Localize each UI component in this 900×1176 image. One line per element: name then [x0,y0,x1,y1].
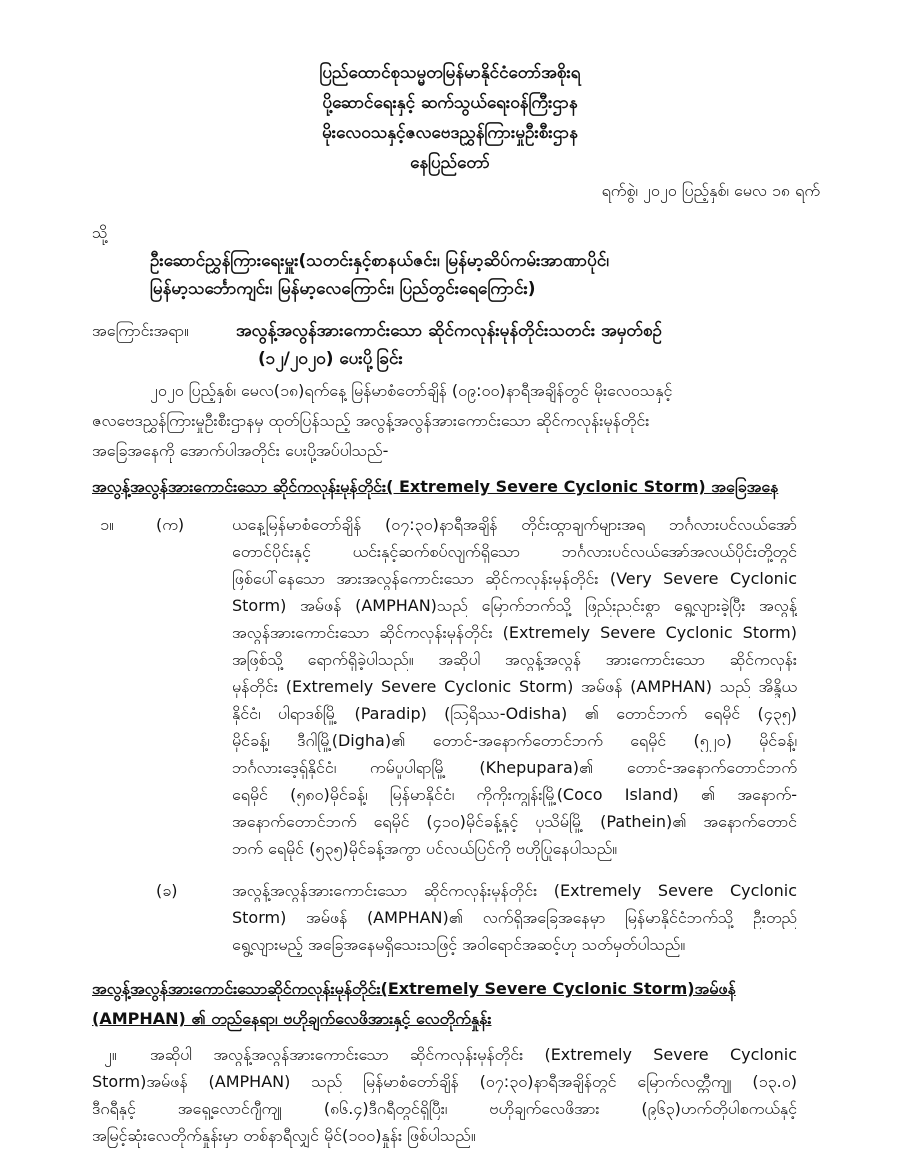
header-line-2: ပို့ဆောင်ရေးနှင့် ဆက်သွယ်ရေးဝန်ကြီးဌာန [322,93,578,113]
subject-line-1: အလွန့်အလွန်အားကောင်းသော ဆိုင်ကလုန်းမုန်တိုင်းသတင်း အမှတ်စဉ် [236,321,662,341]
paragraph-line: အဆိုပါ အလွန့်အလွန်အားကောင်းသော ဆိုင်ကလုန်းမုန်တိုင်း (Extremely Severe Cyclonic [150,1045,797,1064]
paragraph-line: တောင်ပိုင်းနှင့် ယင်းနှင့်ဆက်စပ်လျက်ရှိသော ဘင်္ဂလားပင်လယ်အော်အလယ်ပိုင်းတို့တွင် [232,542,797,561]
section-2-heading-line-1: အလွန့်အလွန်အားကောင်းသောဆိုင်ကလုန်းမုန်တိုင်း(Extremely Severe Cyclonic Storm)အမ်ဖန် [92,979,736,998]
to-label: သို့ [92,223,108,242]
intro-line-3: အခြေအနေကို အောက်ပါအတိုင်း ပေးပို့အပ်ပါသည်- [92,441,389,460]
paragraph-line: အလွန်အားကောင်းသော ဆိုင်ကလုန်းမုန်တိုင်း (Extremely Severe Cyclonic Storm) [232,623,797,642]
paragraph-line: Storm) အမ်ဖန် (AMPHAN)သည် မြောက်ဘက်သို့ ဖြည်းညင်းစွာ ရွေ့လျားခဲ့ပြီး အလွန့် [232,596,797,615]
intro-line-2: ဇလဗေဒညွှန်ကြားမှုဦးစီးဌာနမှ ထုတ်ပြန်သည့် အလွန့်အလွန်အားကောင်းသော ဆိုင်ကလုန်းမုန်တိုင်း [92,411,650,430]
document-date: ရက်စွဲ၊ ၂၀၂၀ ပြည့်နှစ်၊ မေလ ၁၈ ရက် [601,181,820,200]
paragraph-line: ဖြစ်ပေါ်နေသော အားအလွန်ကောင်းသော ဆိုင်ကလုန်းမုန်တိုင်း (Very Severe Cyclonic [232,569,797,588]
intro-line-1: ၂၀၂၀ ပြည့်နှစ်၊ မေလ(၁၈)ရက်နေ့ မြန်မာစံတော်ချိန် (၀၉:၀၀)နာရီအချိန်တွင် မိုးလေဝသနှင့် [150,381,673,400]
paragraph-2-number: ၂။ [104,1045,117,1064]
paragraph-line: မိုင်ခန့်၊ ဒီဂါမြို့(Digha)၏ တောင်-အနောက်တောင်ဘက် ရေမိုင် (၅၂၀) မိုင်ခန့်၊ [232,731,797,750]
paragraph-line: အနောက်တောင်ဘက် ရေမိုင် (၄၁၀)မိုင်ခန့်နှင့် ပုသိမ်မြို့ (Pathein)၏ အနောက်တောင် [232,812,797,831]
paragraph-1-number: ၁။ [100,515,114,534]
paragraph-line: နိုင်ငံ၊ ပါရာဒစ်မြို့ (Paradip) (ဩရိဿ-Odisha) ၏ တောင်ဘက် ရေမိုင် (၄၃၅) [232,704,797,723]
paragraph-line: ဘက် ရေမိုင် (၅၃၅)မိုင်ခန့်အကွာ ပင်လယ်ပြင်ကို ဗဟိုပြုနေပါသည်။ [232,839,618,858]
paragraph-line: အဖြစ်သို့ ရောက်ရှိခဲ့ပါသည်။ အဆိုပါ အလွန့်အလွန် အားကောင်းသော ဆိုင်ကလုန်း [232,650,797,669]
recipient-line-1: ဦးဆောင်ညွှန်ကြားရေးမှူး(သတင်းနှင့်စာနယ်ဇင်း၊ မြန်မာ့ဆိပ်ကမ်းအာဏာပိုင်၊ [150,251,609,271]
recipient-line-2: မြန်မာ့သင်္ဘောကျင်း၊ မြန်မာ့လေကြောင်း၊ ပြည်တွင်းရေကြောင်း) [150,279,536,299]
paragraph-line: အမြင့်ဆုံးလေတိုက်နှုန်းမှာ တစ်နာရီလျှင် မိုင်(၁၀၀)နှုန်း ဖြစ်ပါသည်။ [92,1126,476,1145]
paragraph-line: မုန်တိုင်း (Extremely Severe Cyclonic Storm) အမ်ဖန် (AMPHAN) သည် အိန္ဒိယ [232,677,797,696]
paragraph-line: ရွေ့လျားမည့် အခြေအနေမရှိသေးသဖြင့် အဝါရောင်အဆင့်ဟု သတ်မှတ်ပါသည်။ [232,935,686,954]
paragraph-1-sub-b: (ခ) [156,881,178,900]
header-line-3: မိုးလေဝသနှင့်ဇလဗေဒညွှန်ကြားမှုဦးစီးဌာန [322,123,578,143]
paragraph-line: ရေမိုင် (၅၈၀)မိုင်ခန့်၊ မြန်မာနိုင်ငံ၊ ကိုကိုးကျွန်းမြို့(Coco Island) ၏ အနောက်- [232,785,797,804]
paragraph-line: Storm)အမ်ဖန် (AMPHAN) သည် မြန်မာစံတော်ချိန် (၀၇:၃၀)နာရီအချိန်တွင် မြောက်လတ္တီကျု (၁၃.၀) [92,1072,797,1091]
paragraph-line: ဘင်္ဂလားဒေ့ရှ်နိုင်ငံ၊ ကမ်ပူပါရာမြို့ (Khepupara)၏ တောင်-အနောက်တောင်ဘက် [232,758,797,777]
paragraph-line: အလွန့်အလွန်အားကောင်းသော ဆိုင်ကလုန်းမုန်တိုင်း (Extremely Severe Cyclonic [232,881,797,900]
header-line-1: ပြည်ထောင်စုသမ္မတမြန်မာနိုင်ငံတော်အစိုးရ [319,63,581,83]
header-line-4: နေပြည်တော် [410,153,490,173]
subject-label: အကြောင်းအရာ။ [92,321,189,340]
paragraph-line: ဒီဂရီနှင့် အရှေ့လောင်ဂျီကျု (၈၆.၄)ဒီဂရီတွင်ရှိပြီး၊ ဗဟိုချက်လေဖိအား (၉၆၃)ဟက်တိုပါစကယ်နှင့် [92,1099,797,1118]
section-2-heading-line-2: (AMPHAN) ၏ တည်နေရာ၊ ဗဟိုချက်လေဖိအားနှင့် လေတိုက်နှုန်း [92,1009,492,1028]
paragraph-line: Storm) အမ်ဖန် (AMPHAN)၏ လက်ရှိအခြေအနေမှာ မြန်မာနိုင်ငံဘက်သို့ ဦးတည် [232,908,797,927]
subject-line-2: (၁၂/၂၀၂၀) ပေးပို့ခြင်း [258,349,403,369]
paragraph-1-sub-a: (က) [156,515,185,534]
paragraph-line: ယနေ့မြန်မာစံတော်ချိန် (၀၇:၃၀)နာရီအချိန် တိုင်းထွာချက်များအရ ဘင်္ဂလားပင်လယ်အော် [232,515,797,534]
section-1-heading: အလွန့်အလွန်အားကောင်းသော ဆိုင်ကလုန်းမုန်တိုင်း( Extremely Severe Cyclonic Storm) အခြေအနေ [92,477,779,496]
